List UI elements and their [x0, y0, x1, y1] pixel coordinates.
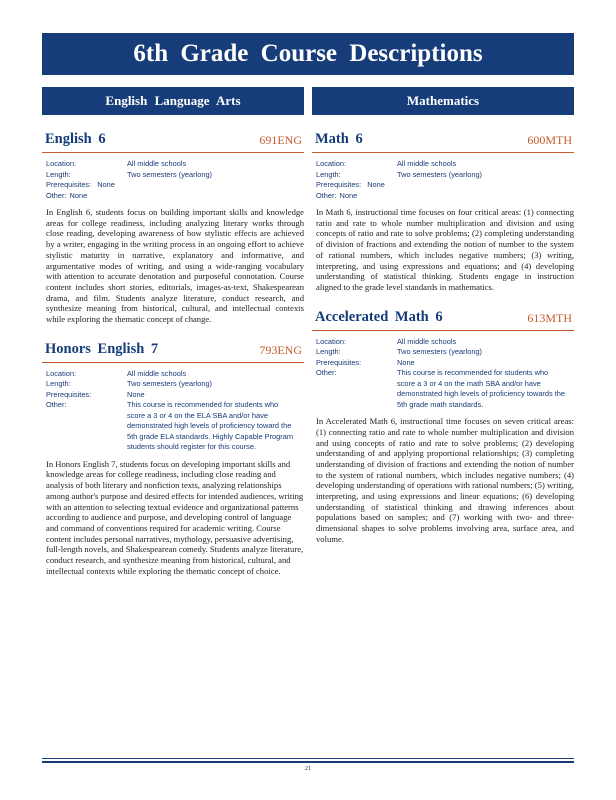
course-name: Honors English 7	[45, 340, 159, 357]
prereq-label: Prerequisites:	[46, 389, 92, 399]
math-column	[312, 87, 574, 545]
length-value: Two semesters (yearlong)	[397, 169, 483, 179]
footer-rule	[42, 758, 574, 759]
divider	[42, 152, 304, 153]
prereq-value: None	[397, 357, 415, 367]
location-label: Location:	[316, 336, 346, 346]
course-honors-english-7	[42, 341, 304, 577]
page-title: 6th Grade Course Descriptions	[42, 33, 574, 75]
course-info	[312, 159, 574, 201]
page-number: 21	[304, 765, 312, 772]
course-info	[312, 337, 574, 411]
length-value: Two semesters (yearlong)	[127, 379, 213, 389]
length-label: Length:	[316, 169, 341, 179]
prereq-value: None	[97, 180, 115, 189]
prereq-label: Prerequisites:	[316, 357, 362, 367]
location-value: All middle schools	[127, 159, 187, 168]
course-code: 793ENG	[259, 342, 302, 357]
other-value: None	[69, 190, 88, 200]
divider	[312, 330, 574, 331]
other-value: This course is recommended for students who score a 3 or 4 on the math SBA and/or have demonstrated high levels of proficiency towards the 5th grade math standards.	[397, 368, 566, 409]
column-heading-english: English Language Arts	[42, 87, 304, 115]
course-info	[42, 369, 304, 453]
other-label: Other:	[46, 400, 67, 410]
length-value: Two semesters (yearlong)	[397, 347, 483, 357]
other-label: Other:	[46, 190, 67, 200]
course-name: Math 6	[315, 131, 363, 147]
divider	[312, 152, 574, 153]
course-math-6	[312, 131, 574, 293]
prereq-label: Prerequisites:	[316, 180, 362, 189]
english-column	[42, 87, 304, 576]
other-value: None	[339, 190, 358, 200]
course-description: In Honors English 7, students focus on developing important skills and knowledge areas for college readiness, including close reading and analysis of both literary and nonfiction texts, analyzing relationships among author's purpose and desired effects for intended audiences, writing with an attention to selecting textual evidence and organizational patterns according to audience and purpose, and developing control of language and command of conventions required for academic writing. Course content includes personal narratives, mythology, persuasive advertising, full-length novels, and Shakespearean comedy. Students analyze literature, conduct research, and synthesize meaning from historical, cultural, and intellectual contexts while exploring the thematic concept of choice.	[46, 458, 304, 576]
location-value: All middle schools	[397, 159, 457, 168]
prereq-label: Prerequisites:	[46, 180, 92, 189]
length-label: Length:	[46, 379, 71, 389]
course-description: In Accelerated Math 6, instructional time focuses on seven critical areas: (1) connecting ratio and rate to whole number multiplication and division and using concepts of ratio and rate to solve problems; (2) developing understanding of and applying proportional relationships; (3) completing understanding of division of fractions and extending the notion of number to the system of rational numbers, which includes negative numbers; (4) developing understanding of operations with rational numbers; (5) writing, interpreting, and using expressions and linear equations; (6) developing understanding of statistical thinking and drawing inferences about populations based on samples; and (7) working with two- and three-dimensional shapes to solve problems involving area, surface area, and volume.	[316, 416, 574, 544]
other-label: Other:	[316, 190, 337, 200]
prereq-value: None	[127, 389, 145, 399]
course-accelerated-math-6	[312, 309, 574, 545]
other-label: Other:	[316, 368, 337, 378]
course-english-6	[42, 131, 304, 325]
prereq-value: None	[367, 180, 385, 189]
course-info	[42, 159, 304, 201]
location-value: All middle schools	[397, 336, 457, 346]
divider	[42, 362, 304, 363]
course-code: 600MTH	[527, 133, 572, 147]
location-label: Location:	[46, 159, 76, 168]
course-code: 613MTH	[527, 310, 572, 325]
footer-rule-thick	[42, 761, 574, 763]
length-label: Length:	[46, 169, 71, 179]
course-name: Accelerated Math 6	[315, 308, 443, 325]
column-heading-math: Mathematics	[312, 87, 574, 115]
course-description: In English 6, students focus on building important skills and knowledge areas for college readiness, including analyzing literary works through close reading, developing awareness of how stylistic effects are achieved by a writer, engaging in the writing process in an ongoing effort to achieve stylistic maturity in narrative, explanatory and informative, and argumentative modes of writing, and using a wide-ranging vocabulary with attention to accurate denotation and purposeful connotation. Course content includes short stories, editorials, images-as-text, Shakespearean drama, and film. Students analyze literature, conduct research, and synthesize meaning from historical, cultural, and intellectual contexts while exploring the thematic concept of change.	[46, 207, 304, 325]
course-code: 691ENG	[259, 133, 302, 147]
course-name: English 6	[45, 131, 106, 147]
location-value: All middle schools	[127, 368, 187, 378]
location-label: Location:	[46, 368, 76, 378]
length-value: Two semesters (yearlong)	[127, 169, 213, 179]
location-label: Location:	[316, 159, 346, 168]
course-description: In Math 6, instructional time focuses on four critical areas: (1) connecting ratio and rate to whole number multiplication and division and using concepts of ratio and rate to solve problems; (2) completing understanding of division of fractions and extending the notion of number to the system of rational numbers, which includes negative numbers; (3) writing, interpreting, and using expressions and equations; and (4) developing understanding of statistical thinking. Students engage in instruction aligned to the grade level standards in mathematics.	[316, 207, 574, 292]
length-label: Length:	[316, 347, 341, 357]
other-value: This course is recommended for students who score a 3 or 4 on the ELA SBA and/or have demonstrated high levels of proficiency toward the 5th grade ELA standards. Highly Capable Program students should register for this course.	[127, 400, 293, 452]
